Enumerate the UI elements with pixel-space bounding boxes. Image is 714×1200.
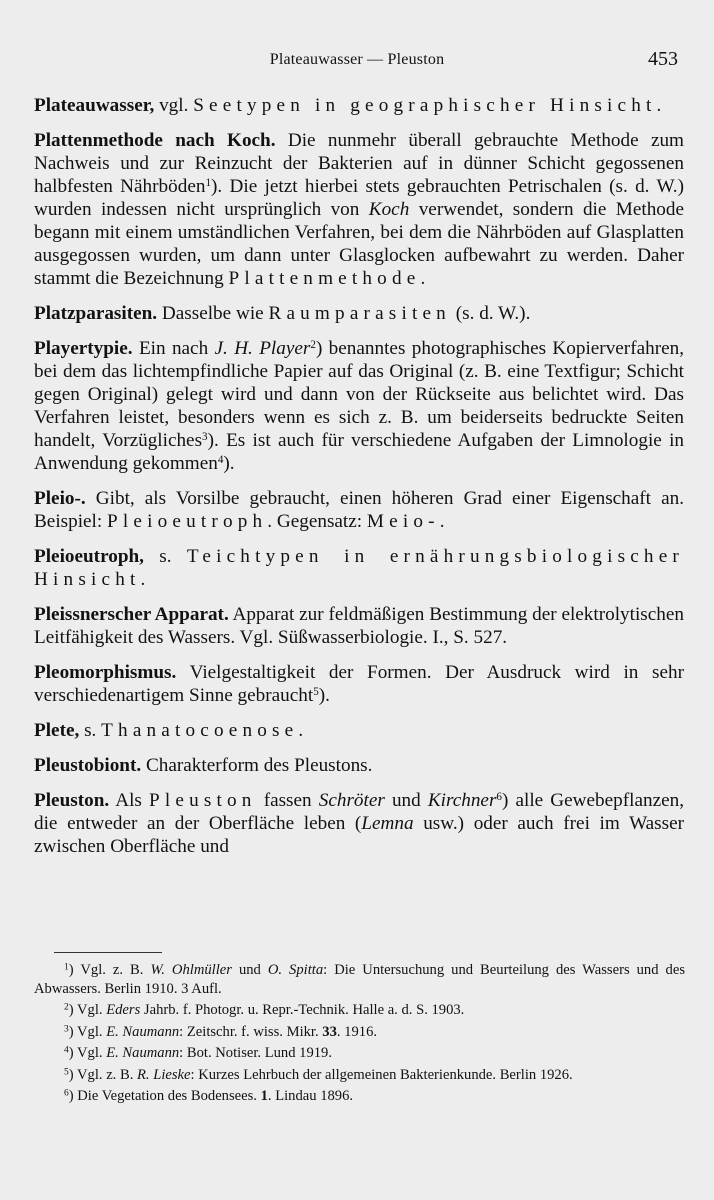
entry-headword: Pleomorphismus. [34,662,177,683]
footnote-marker: 4 [217,453,224,466]
entry-pleio: Pleio-. Gibt, als Vorsilbe gebraucht, einen höheren Grad einer Eigenschaft an. Beispiel: Pleioeutroph. Gegensatz: Meio-. [34,488,685,532]
cross-reference: Thanatocoenose [101,720,299,741]
entry-headword: Playertypie. [34,338,133,359]
footnote: $^4$) Vgl. E. Naumann: Bot. Notiser. Lund 1919. [64,1045,332,1061]
entry-playertypie: Playertypie. Ein nach J. H. Player$^2$) benanntes photographisches Kopierverfahren, bei dem das lichtempfindliche Papier auf das Original (z. B. eine Textfigur; Schicht gegen Original) gelegt wird und dann von der Rückseite aus belichtet wird. Das Verfahren leistet, besonders wenn es sich z. B. um beiderseits bedruckte Seiten handelt, Vorzügliches$^3$). Es ist auch für verschiedene Aufgaben der Limnologie in Anwendung gekommen$^4$). [34,338,684,474]
running-head [0,48,714,74]
footnote-marker: 3 [202,430,208,443]
author-name: Schröter [318,790,385,811]
entry-headword: Pleustobiont. [34,755,142,776]
spaced-term: Pleioeutroph [107,511,268,532]
footnote: $^2$) Vgl. Eders Jahrb. f. Photogr. u. Repr.-Technik. Halle a. d. S. 1903. [64,1002,465,1018]
body-text [34,94,684,870]
footnotes [34,961,685,1109]
author-name: Kirchner [427,790,497,811]
entry-headword: Pleissnerscher Apparat. [34,604,229,625]
entry-plateauwasser: Plateauwasser, vgl. Seetypen in geographischer Hinsicht. [34,95,662,116]
footnote-marker: 1 [205,176,211,189]
footnote: $^5$) Vgl. z. B. R. Lieske: Kurzes Lehrbuch der allgemeinen Bakterienkunde. Berlin 1926. [64,1066,573,1083]
spaced-term: Pleuston [149,790,257,811]
entry-headword: Plete, [34,720,80,741]
cross-reference: Raumparasiten [268,303,451,324]
footnote-divider [54,952,162,953]
entry-pleustobiont: Pleustobiont. Charakterform des Pleustons. [34,755,373,776]
footnote-marker: 6 [496,790,502,803]
volume-number: 33 [322,1023,337,1040]
footnote-marker: 5 [313,685,319,698]
entry-pleuston: Pleuston. Als Pleuston fassen Schröter und Kirchner$^6$) alle Gewebepflanzen, die entweder an der Oberfläche leben (Lemna usw.) oder auch frei im Wasser zwischen Oberfläche und [34,790,685,857]
entry-plete: Plete, s. Thanatocoenose. [34,720,304,741]
cross-reference: Teichtypen in ernährungsbiologischer Hinsicht [34,546,684,590]
volume-number: 1 [260,1088,268,1104]
author-name: J. H. Player [214,338,311,359]
footnote: $^1$) Vgl. z. B. W. Ohlmüller und O. Spitta: Die Untersuchung und Beurteilung des Wassers und des Abwassers. Berlin 1910. 3 Aufl. [34,962,685,997]
footnote-number: 3 [64,1024,69,1035]
author-name: Eders [106,1002,141,1018]
taxon-name: Lemna [361,813,414,834]
footnote-number: 6 [64,1088,69,1099]
footnote-number: 1 [64,962,69,973]
footnote: $^3$) Vgl. E. Naumann: Zeitschr. f. wiss. Mikr. 33. 1916. [64,1023,378,1040]
footnote-number: 2 [64,1002,69,1013]
author-name: O. Spitta [267,962,324,978]
entry-headword: Platzparasiten. [34,303,158,324]
entry-headword: Plattenmethode nach Koch. [34,130,276,151]
entry-headword: Pleuston. [34,790,110,811]
entry-platzparasiten: Platzparasiten. Dasselbe wie Raumparasiten (s. d. W.). [34,303,531,324]
cross-reference: Seetypen in geographischer Hinsicht [193,95,657,116]
footnote-marker: 2 [310,338,316,351]
author-name: E. Naumann [106,1045,180,1061]
page-number: 453 [648,48,678,70]
author-name: E. Naumann [106,1023,180,1040]
entry-pleioeutroph: Pleioeutroph, s. Teichtypen in ernährungsbiologischer Hinsicht. [34,546,684,590]
spaced-term: Plattenmethode [228,268,421,289]
footnote-number: 4 [64,1045,69,1056]
footnote: $^6$) Die Vegetation des Bodensees. 1. Lindau 1896. [64,1088,354,1104]
footnote-number: 5 [64,1067,69,1078]
entry-headword: Pleioeutroph, [34,546,144,567]
author-name: R. Lieske [137,1066,191,1083]
entry-plattenmethode: Plattenmethode nach Koch. Die nunmehr überall gebrauchte Methode zum Nachweis und zur Reinzucht der Bakterien auf in dünner Schicht gegossenen halbfesten Nährböden$^1$). Die jetzt hierbei stets gebrauchten Petrischalen (s. d. W.) wurden indessen nicht ursprünglich von Koch verwendet, sondern die Methode begann mit einem umständlichen Verfahren, bei dem die Nährböden auf Glasplatten ausgegossen wurden, um dann unter Glasglocken aufbewahrt zu werden. Daher stammt die Bezeichnung Plattenmethode. [34,130,685,289]
author-name: W. Ohlmüller [150,962,232,978]
spaced-term: Meio- [366,511,440,532]
author-name: Koch [368,199,410,220]
entry-pleissnerscher-apparat: Pleissnerscher Apparat. Apparat zur feldmäßigen Bestimmung der elektrolytischen Leitfähigkeit des Wassers. Vgl. Süßwasserbiologie. I., S. 527. [34,604,684,648]
entry-headword: Pleio-. [34,488,86,509]
running-head-title: Plateauwasser — Pleuston [269,51,445,68]
entry-pleomorphismus: Pleomorphismus. Vielgestaltigkeit der Formen. Der Ausdruck wird in sehr verschiedenartigem Sinne gebraucht$^5$). [34,662,684,706]
entry-headword: Plateauwasser, [34,95,155,116]
